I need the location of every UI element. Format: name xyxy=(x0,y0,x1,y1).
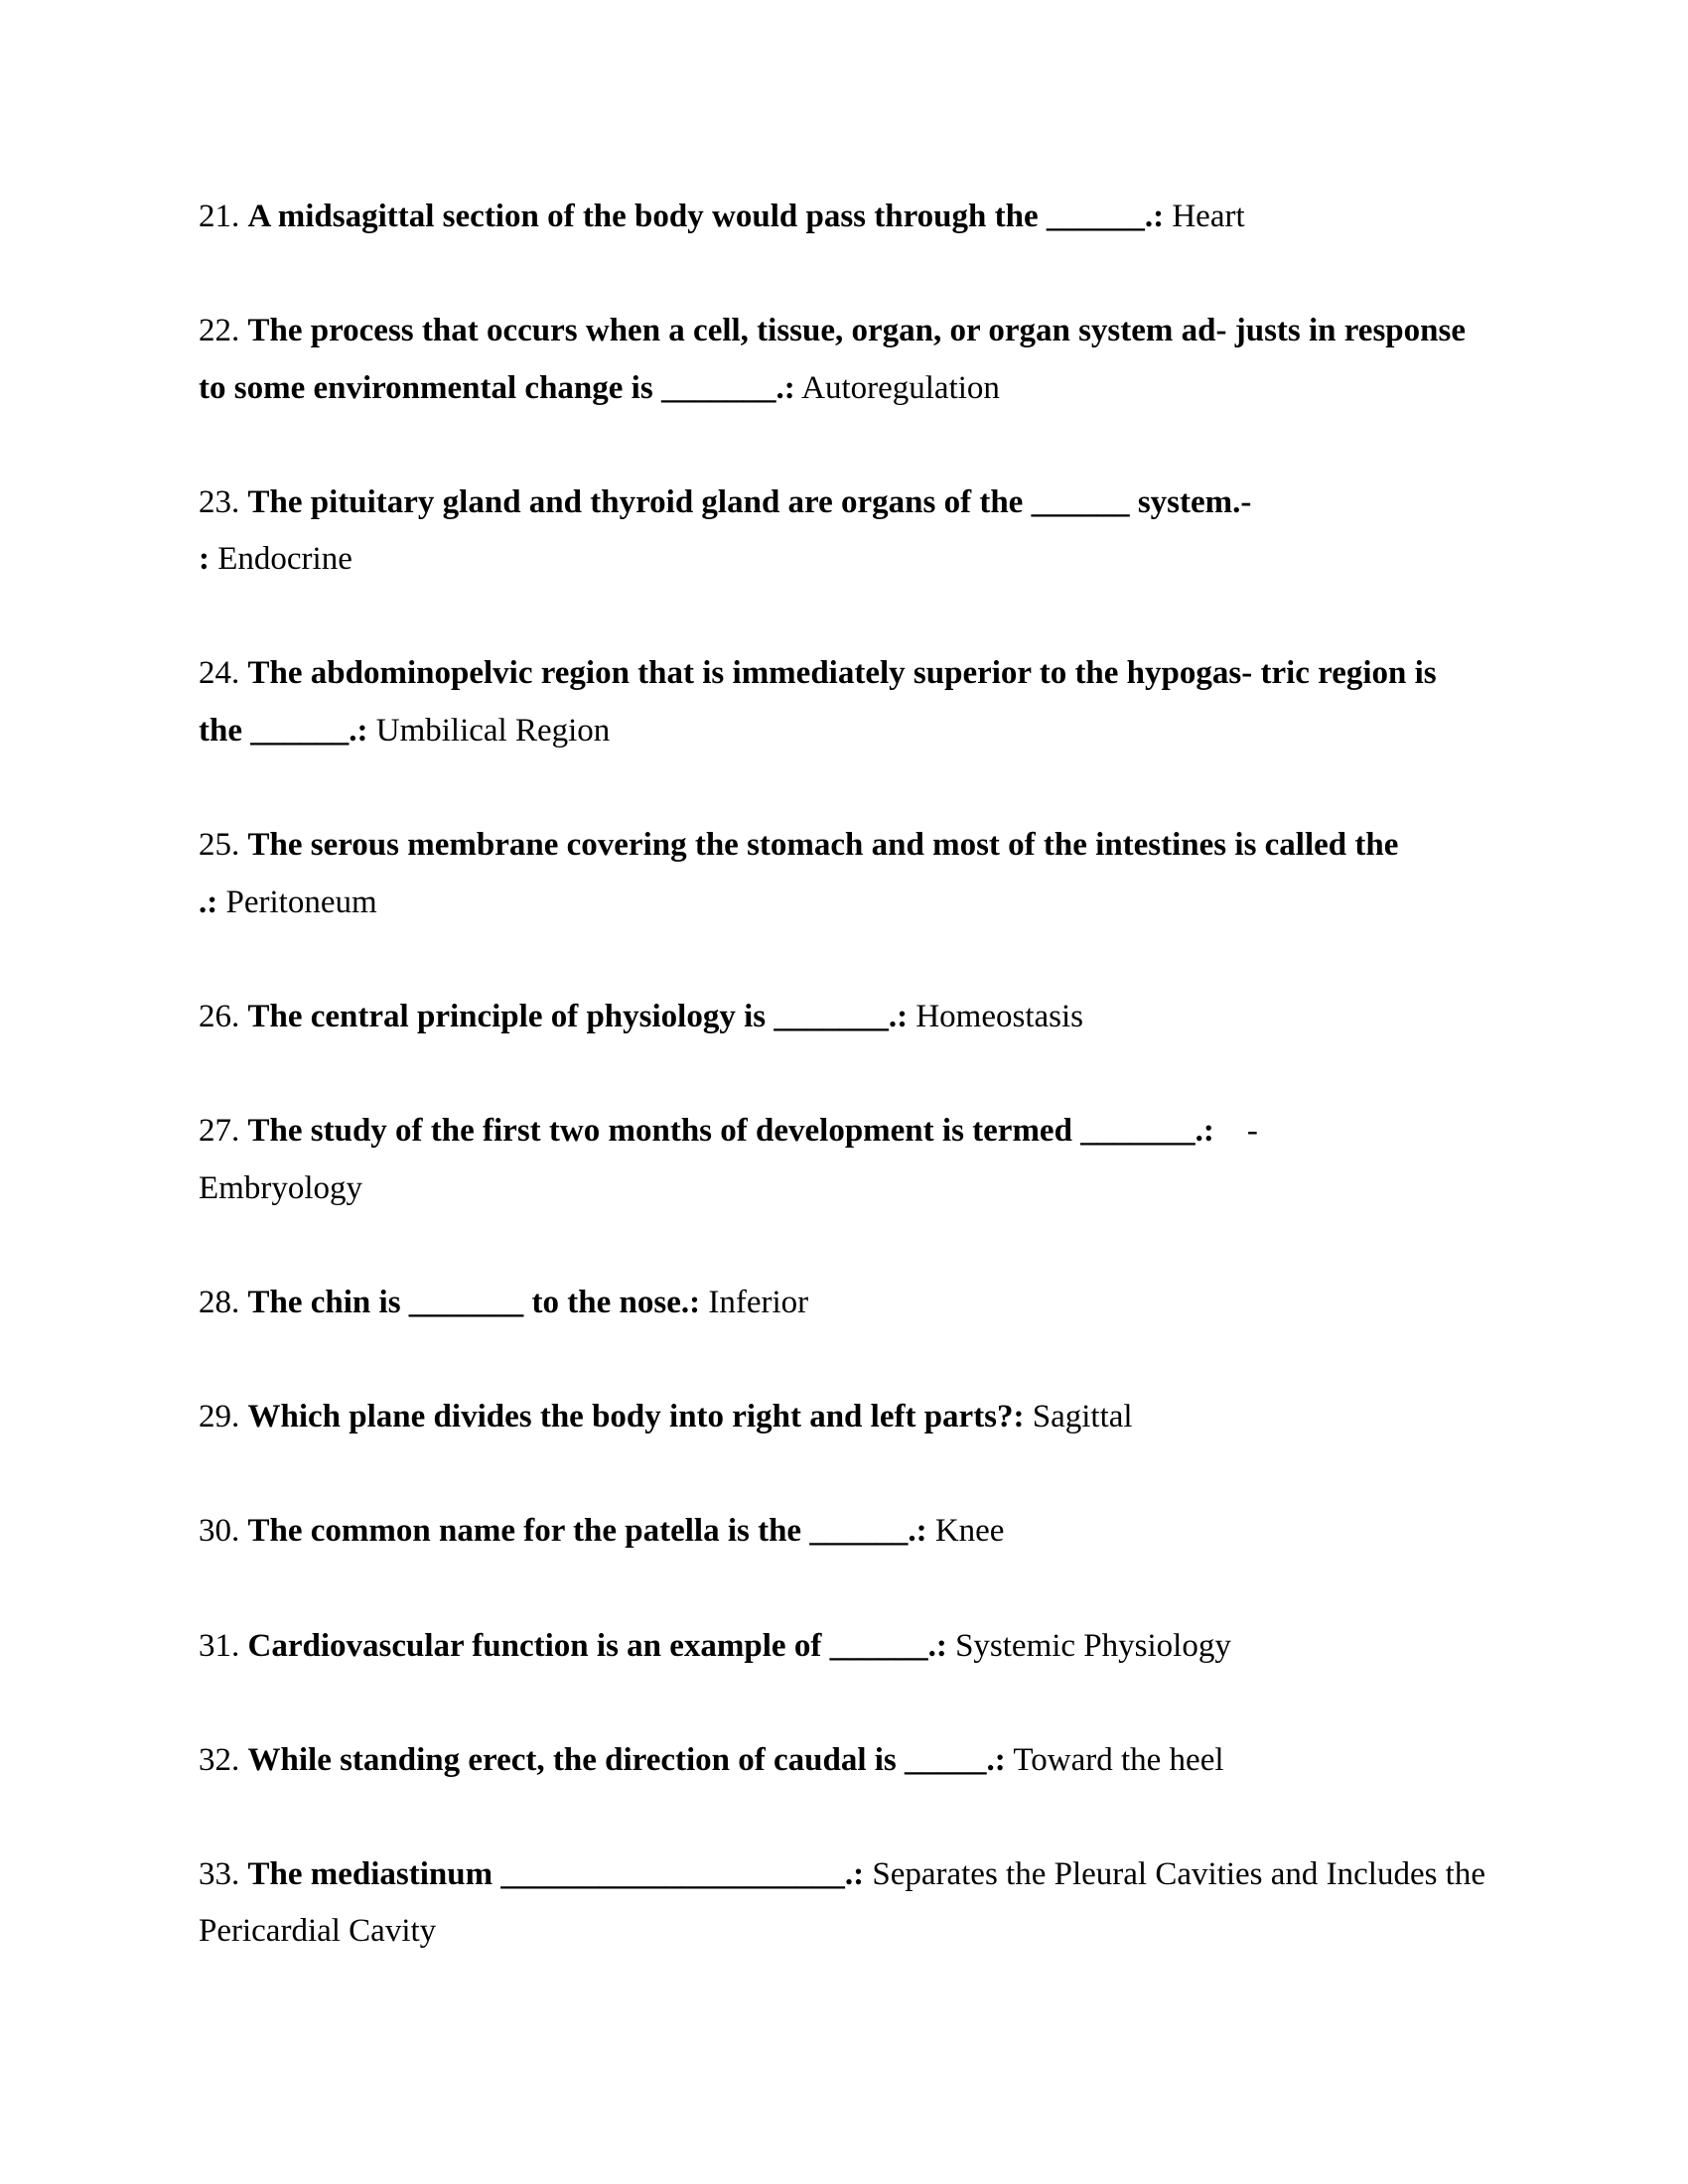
question-number: 29. xyxy=(199,1399,240,1434)
question-text: The study of the first two months of development is termed _______.: xyxy=(247,1113,1214,1149)
question-text: The process that occurs when a cell, tissue, organ, or organ system ad- justs in response xyxy=(247,313,1466,348)
question-text: A midsagittal section of the body would pass through the ______.: xyxy=(247,199,1165,234)
question-text: While standing erect, the direction of caudal is _____.: xyxy=(247,1742,1006,1778)
answer-text: Endocrine xyxy=(217,541,352,577)
answer-text: Umbilical Region xyxy=(375,713,611,749)
question-text: Cardiovascular function is an example of ______.: xyxy=(247,1628,947,1664)
question-line xyxy=(199,1854,1485,1894)
question-number: 30. xyxy=(199,1513,240,1549)
question-line xyxy=(199,482,1251,522)
question-line xyxy=(199,997,1083,1036)
question-number: 27. xyxy=(199,1113,240,1149)
answer-text: Peritoneum xyxy=(225,885,377,920)
answer-text: - xyxy=(1213,1113,1258,1149)
question-number: 23. xyxy=(199,484,240,520)
question-text: .: xyxy=(199,885,218,920)
question-line xyxy=(199,539,352,579)
question-line xyxy=(199,368,1000,408)
question-number: 28. xyxy=(199,1285,240,1320)
question-text: Which plane divides the body into right and left parts?: xyxy=(247,1399,1025,1434)
question-line xyxy=(199,1111,1258,1151)
question-line xyxy=(199,711,610,751)
question-text: The abdominopelvic region that is immediately superior to the hypogas- tric region is xyxy=(247,655,1437,691)
question-line xyxy=(199,1397,1133,1436)
question-line xyxy=(199,1283,808,1322)
question-text: The chin is _______ to the nose.: xyxy=(247,1285,701,1320)
question-number: 21. xyxy=(199,199,240,234)
question-text: to some environmental change is _______.: xyxy=(199,370,795,406)
answer-text: Knee xyxy=(934,1513,1005,1549)
answer-text: Heart xyxy=(1172,199,1245,234)
question-line xyxy=(199,1911,436,1951)
question-number: 33. xyxy=(199,1856,240,1892)
question-number: 25. xyxy=(199,827,240,863)
question-text: The mediastinum _____________________.: xyxy=(247,1856,865,1892)
question-line xyxy=(199,653,1437,693)
answer-text: Homeostasis xyxy=(915,999,1084,1034)
question-text: The serous membrane covering the stomach and most of the intestines is called the xyxy=(247,827,1399,863)
answer-text: Toward the heel xyxy=(1013,1742,1224,1778)
answer-text: Embryology xyxy=(199,1170,362,1206)
question-text: the ______.: xyxy=(199,713,368,749)
question-number: 22. xyxy=(199,313,240,348)
question-line xyxy=(199,1168,362,1208)
answer-text: Inferior xyxy=(708,1285,809,1320)
question-number: 32. xyxy=(199,1742,240,1778)
question-text: The common name for the patella is the ______.: xyxy=(247,1513,927,1549)
question-text: The central principle of physiology is _______.: xyxy=(247,999,909,1034)
answer-text: Separates the Pleural Cavities and Includes the xyxy=(872,1856,1485,1892)
question-number: 31. xyxy=(199,1628,240,1664)
question-line xyxy=(199,1511,1004,1551)
question-line xyxy=(199,825,1398,865)
answer-text: Autoregulation xyxy=(801,370,1000,406)
question-text: The pituitary gland and thyroid gland are organs of the ______ system.- xyxy=(247,484,1252,520)
question-line xyxy=(199,883,377,922)
answer-text: Sagittal xyxy=(1032,1399,1133,1434)
question-line xyxy=(199,197,1245,236)
question-text: : xyxy=(199,541,210,577)
question-number: 24. xyxy=(199,655,240,691)
question-line xyxy=(199,1626,1231,1666)
question-line xyxy=(199,311,1466,350)
answer-text: Pericardial Cavity xyxy=(199,1913,437,1949)
question-line xyxy=(199,1740,1224,1780)
answer-text: Systemic Physiology xyxy=(955,1628,1231,1664)
question-number: 26. xyxy=(199,999,240,1034)
